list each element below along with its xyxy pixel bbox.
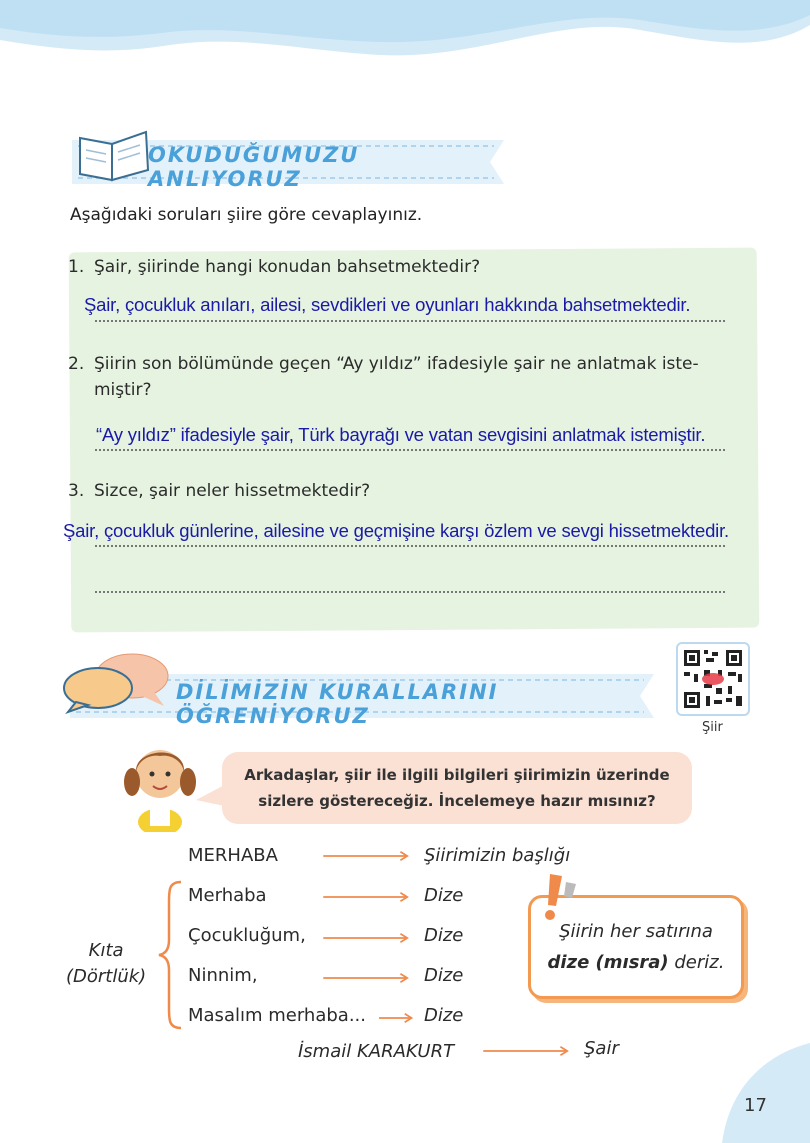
speech-bubbles-icon — [62, 648, 172, 714]
qr-code[interactable] — [676, 642, 750, 716]
poem-author: İsmail KARAKURT — [298, 1041, 455, 1062]
poem-title-label: Şiirimizin başlığı — [424, 845, 571, 866]
arrow-icon — [316, 891, 418, 903]
section-title-grammar: DİLİMİZİN KURALLARINI ÖĞRENİYORUZ — [176, 680, 499, 728]
question-2 — [68, 350, 699, 378]
question-number: 1. — [68, 257, 85, 277]
qr-label: Şiir — [702, 720, 723, 735]
corner-decoration — [700, 1043, 810, 1143]
girl-character-illustration — [120, 732, 200, 832]
question-text: Şiirin son bölümünde geçen “Ay yıldız” ifadesiyle şair ne anlatmak iste- — [94, 354, 699, 374]
arrow-icon — [316, 932, 418, 944]
answer-line — [95, 591, 725, 593]
speech-bubble — [222, 752, 692, 824]
line-type-label: Dize — [424, 965, 464, 986]
author-label: Şair — [584, 1038, 619, 1059]
note-line-2 — [531, 947, 741, 978]
stanza-label-line-2: (Dörtlük) — [66, 966, 147, 987]
section-title-reading: OKUDUĞUMUZU ANLIYORUZ — [148, 143, 360, 191]
question-number: 3. — [68, 481, 85, 501]
section-banner-reading — [64, 132, 514, 191]
line-type-label: Dize — [424, 925, 464, 946]
question-3 — [68, 477, 370, 505]
answer-line — [95, 320, 725, 322]
answer-1: Şair, çocukluk anıları, ailesi, sevdikleri ve oyunları hakkında bahsetmektedir. — [84, 294, 691, 315]
arrow-icon — [376, 1012, 418, 1024]
stanza-label — [66, 938, 146, 990]
question-2-continuation: miştir? — [94, 380, 152, 400]
answer-2: “Ay yıldız” ifadesiyle şair, Türk bayrağı ve vatan sevgisini anlatmak istemiştir. — [96, 424, 706, 445]
poem-title: MERHABA — [188, 845, 278, 866]
question-text: Şair, şiirinde hangi konudan bahsetmektedir? — [94, 257, 481, 277]
poem-line-3: Ninnim, — [188, 965, 258, 986]
poem-line-1: Merhaba — [188, 885, 267, 906]
instruction-text: Aşağıdaki soruları şiire göre cevaplayınız. — [70, 205, 423, 225]
line-type-label: Dize — [424, 885, 464, 906]
qr-code-icon — [678, 644, 748, 714]
poem-line-2: Çocukluğum, — [188, 925, 306, 946]
speech-line-2: sizlere göstereceğiz. İncelemeye hazır mısınız? — [258, 792, 656, 810]
question-1 — [68, 253, 480, 281]
curly-brace-icon — [155, 880, 185, 1030]
note-bold-term: dize (mısra) — [547, 952, 669, 973]
page-number: 17 — [744, 1095, 767, 1116]
open-book-icon — [74, 124, 154, 184]
note-line-1: Şiirin her satırına — [559, 921, 713, 942]
question-number: 2. — [68, 354, 85, 374]
answer-line — [95, 449, 725, 451]
arrow-icon — [316, 972, 418, 984]
top-wave-decoration — [0, 0, 810, 90]
exclamation-icon — [536, 872, 580, 922]
answer-line — [95, 545, 725, 547]
arrow-icon — [316, 850, 418, 862]
answer-3: Şair, çocukluk günlerine, ailesine ve geçmişine karşı özlem ve sevgi hissetmektedir. — [63, 520, 729, 541]
arrow-icon — [476, 1045, 578, 1057]
speech-line-1: Arkadaşlar, şiir ile ilgili bilgileri şiirimizin üzerinde — [244, 766, 670, 784]
line-type-label: Dize — [424, 1005, 464, 1026]
poem-line-4: Masalım merhaba... — [188, 1005, 366, 1026]
note-rest: deriz. — [668, 952, 725, 973]
section-banner-grammar — [62, 666, 662, 728]
stanza-label-line-1: Kıta — [88, 940, 124, 961]
question-text: Sizce, şair neler hissetmektedir? — [94, 481, 371, 501]
